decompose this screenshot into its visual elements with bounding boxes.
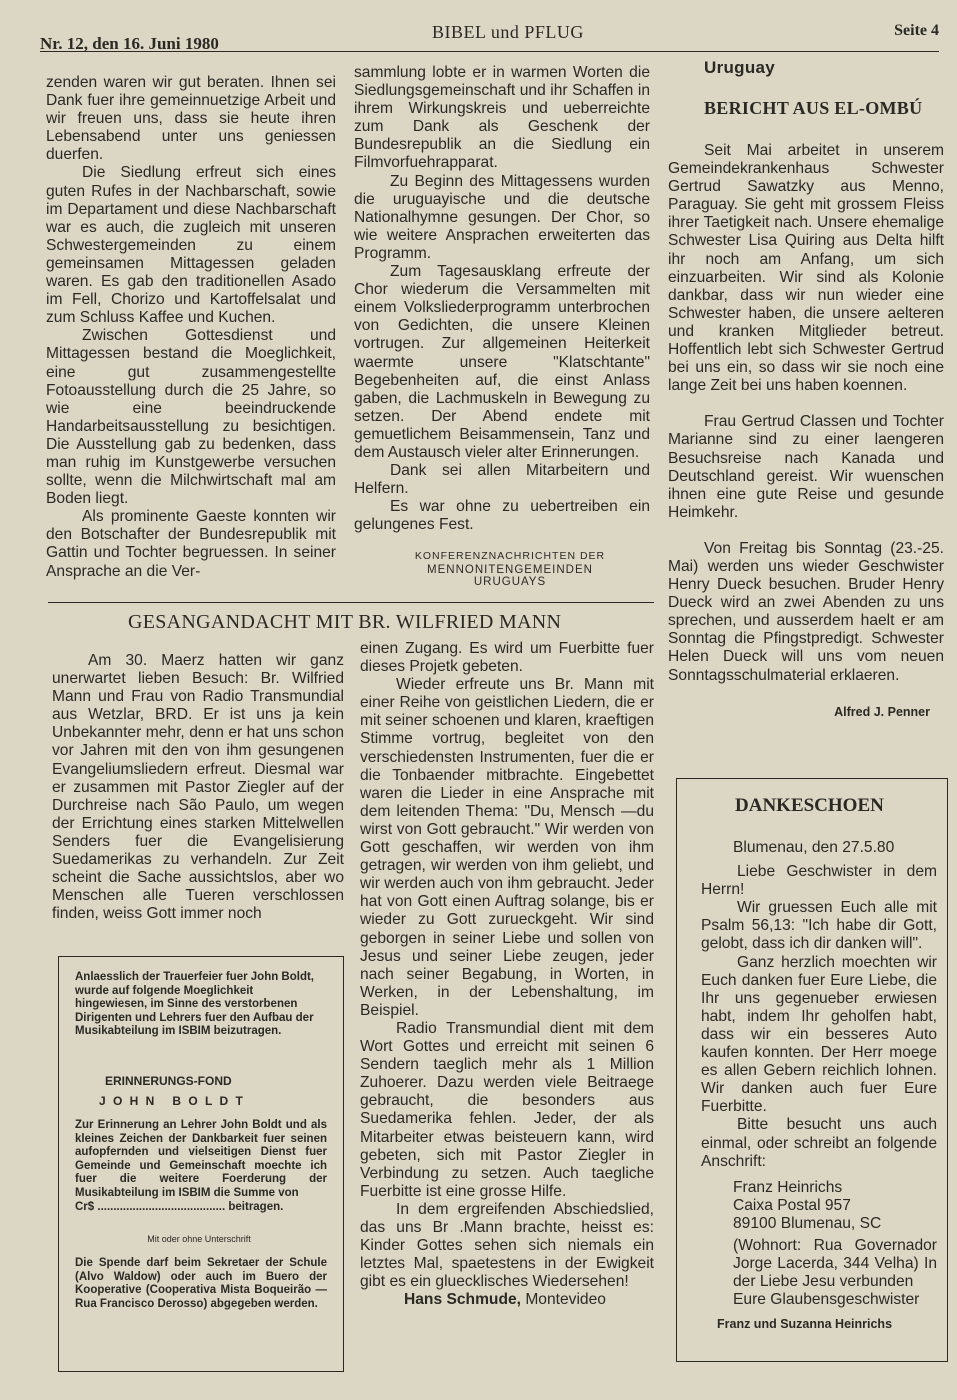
address-line: 89100 Blumenau, SC — [733, 1214, 882, 1232]
memorial-heading: ERINNERUNGS-FOND — [105, 1074, 232, 1088]
paragraph: Dank sei allen Mitarbeitern und Helfern. — [354, 462, 650, 498]
thank-you-body — [701, 839, 937, 1333]
paragraph: Zum Tagesausklang erfreute der Chor wiederum die Versammelten mit einem Volksliederprogramm unterbrochen von Gedichten, die unsere Kleinen vortrugen. Zur allgemeinen Heiterkeit waermte unsere "Klatschtante" Begebenheiten auf, die einst Anlass gaben, die Lachmuskeln in Bewegung zu setzen. Der Abend endete mit gemuetlichem Beisammensein, Tanz und dem Austausch vieler alter Erinnerungen. — [354, 263, 650, 461]
page-number: Seite 4 — [894, 22, 939, 39]
uruguay-article-body — [668, 142, 944, 721]
paragraph: Zu Beginn des Mittagessens wurden die uruguayische und die deutsche Nationalhymne gesungen. Der Chor, so wie weitere Ansprachen erweiterten das Programm. — [354, 172, 650, 262]
thank-you-box — [676, 778, 948, 1362]
uruguay-signature: Alfred J. Penner — [834, 704, 930, 719]
address-line: Caixa Postal 957 — [733, 1196, 851, 1214]
paragraph: einen Zugang. Es wird um Fuerbitte fuer dieses Projetk gebeten. — [360, 640, 654, 676]
place-date: Blumenau, den 27.5.80 — [733, 839, 895, 856]
paragraph: Es war ohne zu uebertreiben ein gelungenes Fest. — [354, 498, 650, 534]
paragraph: Ganz herzlich moechten wir Euch danken fuer Eure Liebe, die Ihr uns gegenueber erwiesen habt, indem Ihr geholfen habt, dass wir ein besseres Auto kaufen konnten. Der Herr moege es allen Gebern reichlich lohnen. Wir danken auch fuer Eure Fuerbitte. — [701, 953, 937, 1116]
paragraph: Wir gruessen Euch alle mit Psalm 56,13: "Ich habe dir Gott, gelobt, dass ich dir danken will". — [701, 899, 937, 953]
paragraph: sammlung lobte er in warmen Worten die Siedlungsgemeinschaft und ihr Schaffen in ihrem Wirkungskreis und ueberreichte zum Dank als Geschenk der Bundesrepublik an die Siedlung ein Filmvorfuehrapparat. — [354, 64, 650, 172]
paragraph: Bitte besucht uns auch einmal, oder schreibt an folgende Anschrift: — [701, 1116, 937, 1170]
address-line: (Wohnort: Rua Governador Jorge Lacerda, 344 Velha) In der Liebe Jesu verbunden — [733, 1236, 937, 1291]
gesang-col1 — [52, 652, 344, 923]
uruguay-article-title: BERICHT AUS EL-OMBÚ — [704, 98, 923, 118]
source-line: MENNONITENGEMEINDEN URUGUAYS — [427, 564, 593, 588]
gesang-signature — [404, 1291, 654, 1309]
section-divider — [48, 602, 654, 603]
gesang-signature-name: Hans Schmude, — [404, 1291, 521, 1309]
gesang-signature-place: Montevideo — [520, 1291, 606, 1309]
gesang-col2 — [360, 640, 654, 1309]
page-header — [40, 18, 939, 52]
paragraph: Zwischen Gottesdienst und Mittagessen bestand die Moeglichkeit, eine gut zusammengestellte Fotoausstellung durch die 25 Jahre, so wie eine beeindruckende Handarbeitsausstellung zu besichtigen. Die Ausstellung gab zu bedenken, dass man ruhig im Kunstgewerbe versuchen sollte, wenn die Milchwirtschaft mal am Boden liegt. — [46, 327, 336, 508]
paragraph: Wieder erfreute uns Br. Mann mit einer Reihe von geistlichen Liedern, die er mit seiner schoenen und klaren, kraeftigen Stimme vortrug, begleitet von den verschiedensten Instrumenten, fuer die er die Tonbaender mitbrachte. Eingebettet waren die Lieder in eine Ansprache mit dem leitenden Thema: "Du, Mensch —du wirst von Gott gebraucht." Wir werden von Gott geschaffen, wir werden von ihm getragen, wir werden von ihm geliebt, und wir werden auch von ihm gebraucht. Jeder hat von Gott einen Auftrag solange, bis er wieder zu Gott zurueckgeht. Wir sind geborgen in seiner Liebe und sollen von Jesus und seiner Liebe zeugen, jeder nach seiner Begabung, in Worten, in Werken, in der Lebenshaltung, im Beispiel. — [360, 676, 654, 1019]
paragraph: zenden waren wir gut beraten. Ihnen sei Dank fuer ihre gemeinnuetzige Arbeit und wir freuen uns, dass sie heute ihren Lebensabend unter uns geniessen duerfen. — [46, 74, 336, 164]
greeting: Liebe Geschwister in dem Herrn! — [701, 863, 937, 899]
memorial-body: Zur Erinnerung an Lehrer John Boldt und als kleines Zeichen der Dankbarkeit fuer seinen aufopfernden und vielseitigen Dienst fuer Gemeinde und Gemeinschaft moechte ich fuer die weitere Foerderung der Musikabteilung im ISBIM die Summe von — [75, 1119, 327, 1199]
gesang-article-title: GESANGANDACHT MIT BR. WILFRIED MANN — [128, 611, 562, 633]
memorial-fund-box — [58, 956, 344, 1372]
paragraph: In dem ergreifenden Abschiedslied, das uns Br .Mann brachte, heisst es: Kinder Gottes sehen sich niemals ein letztes Mal, spaetestens in der Ewigkeit gibt es ein gluecklisches Wiedersehen! — [360, 1200, 654, 1291]
source-line: KONFERENZNACHRICHTEN DER — [414, 550, 606, 562]
article-source — [400, 550, 620, 588]
paragraph: Als prominente Gaeste konnten wir den Botschafter der Bundesrepublik mit Gattin und Tochter begruessen. In seiner Ansprache an die Ver- — [46, 508, 336, 580]
newspaper-title: BIBEL und PFLUG — [432, 22, 584, 42]
memorial-footer: Die Spende darf beim Sekretaer der Schule (Alvo Waldow) oder auch im Buero der Kooperative (Cooperativa Mista Boqueirão — Rua Francisco Derosso) abgegeben werden. — [75, 1257, 327, 1310]
header-rule — [40, 51, 939, 52]
paragraph: Radio Transmundial dient mit dem Wort Gottes und erreicht mit seinen 6 Sendern taeglich mehr als 1 Million Zuhoerer. Dazu werden viele Beitraege gebraucht, die besonders aus Suedamerika fehlen. Jeder, der als Mitarbeiter etwas beisteuern kann, wird gebeten, sich mit Pastor Ziegler in Verbindung zu setzen. Auch taegliche Fuerbitte ist eine grosse Hilfe. — [360, 1019, 654, 1200]
thank-you-title: DANKESCHOEN — [735, 795, 884, 816]
paragraph: Am 30. Maerz hatten wir ganz unerwartet lieben Besuch: Br. Wilfried Mann und Frau von Radio Transmundial aus Wetzlar, BRD. Er ist uns ja kein Unbekannter mehr, denn er hat uns schon vor Jahren mit den von ihm gesungenen Evangeliumsliedern erfreut. Diesmal war er zusammen mit Pastor Ziegler auf der Durchreise nach São Paulo, um wegen der Errichtung eines starken Mittelwellen Senders fuer die Evangelisierung Suedamerikas zu verhandeln. Zur Zeit scheint die Sache aussichtslos, aber wo Menschen alle Tueren verschlossen finden, weiss Gott immer noch — [52, 652, 344, 923]
paragraph: Seit Mai arbeitet in unserem Gemeindekrankenhaus Schwester Gertrud Sawatzky aus Menno, Paraguay. Sie geht mit grossem Fleiss ihrer Taetigkeit nach. Unsere ehemalige Schwester Lisa Quiring aus Delta hilft ihr noch am Anfang, um sich einzuarbeiten. Wir sind als Kolonie dankbar, dass wir nun wieder eine Schwester haben, die unsere aelteren und kranken Mitglieder betreut. Hoffentlich lebt sich Schwester Gertrud bei uns ein, so dass wir sie noch eine lange Zeit bei uns haben koennen. — [668, 142, 944, 395]
paragraph: Von Freitag bis Sonntag (23.-25. Mai) werden uns wieder Geschwister Henry Dueck besuchen. Bruder Henry Dueck wird an zwei Abenden zu uns sprechen, und ausserdem haelt er am Sonntag die Pfingstpredigt. Schwester Helen Dueck will uns vom neuen Sonntagsschulmaterial erklaeren. — [668, 539, 944, 684]
closing: Eure Glaubensgeschwister — [733, 1291, 920, 1309]
address-line: Franz Heinrichs — [733, 1178, 843, 1196]
issue-date: Nr. 12, den 16. Juni 1980 — [40, 34, 219, 53]
thank-you-signature: Franz und Suzanna Heinrichs — [717, 1317, 893, 1332]
memorial-intro: Anlaesslich der Trauerfeier fuer John Boldt, wurde auf folgende Moeglichkeit hingewiesen, im Sinne des verstorbenen Dirigenten und Lehrers fuer den Aufbau der Musikabteilung im ISBIM beizutragen. — [75, 971, 315, 1038]
paragraph: Frau Gertrud Classen und Tochter Marianne sind zu einer laengeren Besuchsreise nach Kanada und Deutschland gereist. Wir wuenschen ihnen eine gute Reise und gesunde Heimkehr. — [668, 413, 944, 521]
memorial-amount-line: Cr$ ........................................ beitragen. — [75, 1201, 284, 1213]
memorial-name: J O H N B O L D T — [99, 1094, 245, 1108]
article-col1-continued — [46, 74, 336, 581]
section-label-uruguay: Uruguay — [704, 58, 776, 77]
article-col2-continued — [354, 64, 650, 534]
paragraph: Die Siedlung erfreut sich eines guten Rufes in der Nachbarschaft, sowie im Departament und diese Nachbarschaft war es auch, die zugleich mit unseren Schwestergemeinden zu einem gemeinsamen Mittagessen geladen waren. Es gab den traditionellen Asado im Fell, Chorizo und Kartoffelsalat und zum Schluss Kaffee und Kuchen. — [46, 164, 336, 327]
memorial-signature-line: Mit oder ohne Unterschrift — [147, 1234, 251, 1244]
